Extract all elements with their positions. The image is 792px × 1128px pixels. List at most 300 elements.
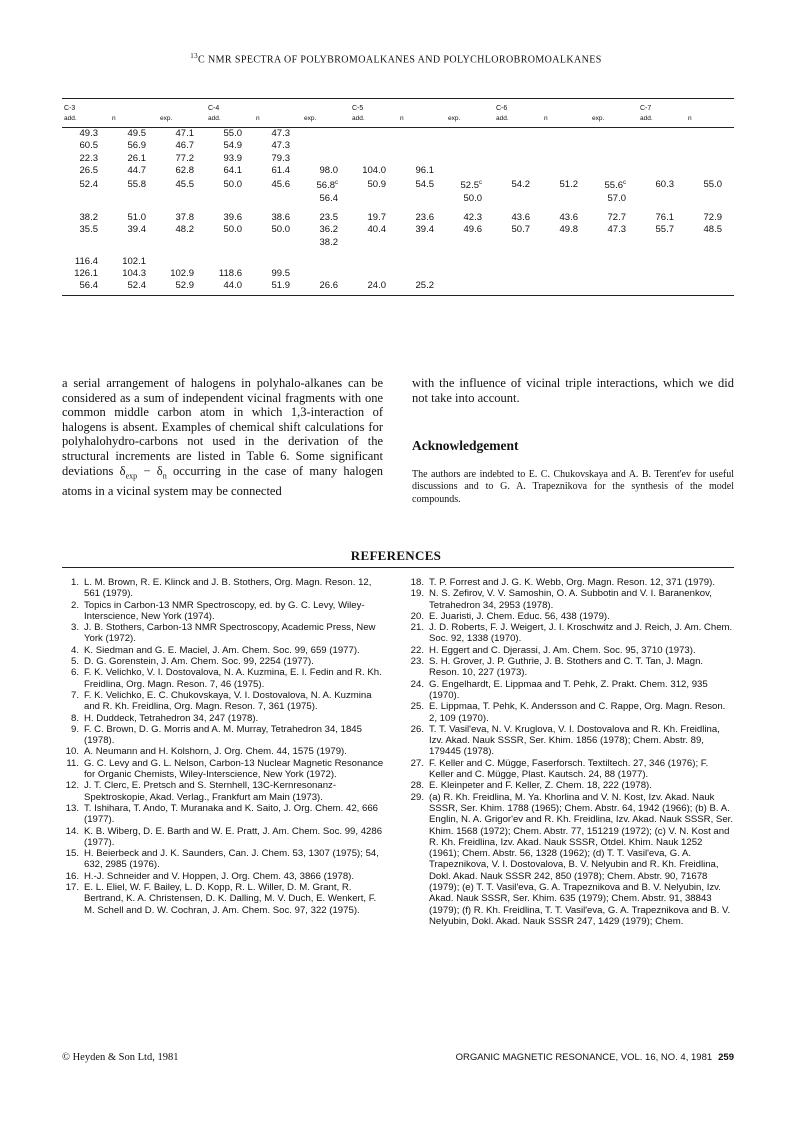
table-cell: 50.7 <box>511 224 530 236</box>
table-cell: 118.6 <box>218 268 242 280</box>
reference-text: (a) R. Kh. Freidlina, M. Ya. Khorlina and V. N. Kost, Izv. Akad. Nauk SSSR, Ser. Khim. 1788 (1965); Chem. Abstr. 64, 1942 (1966); (b) B. A. Englin, N. A. Grigor'ev and R. Kh. Freidlina, Izv. Akad. Nauk SSSR, Ser. Khim. 1568 (1972); Chem. Abstr. 77, 151219 (1972); (c) V. N. Kost and R. Kh. Freidlina, Izv. Akad. Nauk SSSR, Otdel. Khim. Nauk 1252 (1961); Chem. Abstr. 56, 1328 (1962); (d) T. T. Vasil'eva, G. A. Trapeznikova, V. I. Dostovalova, B. V. Nelyubin and R. Kh. Freidlina, Dokl. Akad. Nauk SSSR 242, 850 (1978); Chem. Abstr. 90, 71678 (1979); (e) T. T. Vasil'eva, G. A. Trapeznikova and B. V. Nelyubin, Izv. Akad. Nauk SSSR, Ser. Khim. 635 (1979); Chem. Abstr. 91, 38843 (1979); (f) R. Kh. Freidlina, T. T. Vasil'eva, G. A. Trapeznikova and B. V. Nelyubin, Dokl. Akad. Nauk SSSR 247, 1429 (1979); Chem. <box>429 791 733 927</box>
reference-item <box>62 645 389 656</box>
reference-item <box>407 577 734 588</box>
table-cell <box>206 249 254 256</box>
reference-text: E. Kleinpeter and F. Keller, Z. Chem. 18, 222 (1978). <box>429 780 652 792</box>
table-cell <box>62 237 110 249</box>
table-cell <box>590 140 638 152</box>
table-row <box>62 193 734 205</box>
table-cell <box>590 280 638 295</box>
table-cell <box>446 205 494 212</box>
table-cell <box>158 205 206 212</box>
reference-text: E. Lippmaa, T. Pehk, K. Andersson and C. Rappe, Org. Magn. Reson. 2, 109 (1970). <box>429 701 726 724</box>
reference-item <box>407 645 734 656</box>
table-cell: 47.3 <box>271 128 290 139</box>
table-cell: 60.3 <box>655 178 674 190</box>
table-cell <box>206 237 254 249</box>
table-group-header <box>446 99 494 114</box>
table-cell <box>542 268 590 280</box>
table-cell <box>302 249 350 256</box>
reference-text: N. S. Zefirov, V. V. Samoshin, O. A. Subbotin and V. I. Baranenkov, Tetrahedron 34, 2953 (1978). <box>429 588 712 611</box>
table-cell <box>590 205 638 212</box>
reference-number: 6. <box>70 667 79 679</box>
table-cell <box>302 177 350 192</box>
table-cell <box>494 165 542 177</box>
table-cell: 79.3 <box>271 152 290 164</box>
table-cell <box>398 256 446 268</box>
table-cell <box>398 128 446 141</box>
footnote-marker: c <box>335 180 338 187</box>
table-subheader: n <box>398 113 446 128</box>
table-subheader: add. <box>638 113 686 128</box>
table-cell <box>398 153 446 165</box>
table-cell: 51.2 <box>559 178 578 190</box>
table-cell <box>302 256 350 268</box>
table-cell: 52.4 <box>110 280 158 295</box>
table-cell <box>206 256 254 268</box>
table-cell <box>62 249 110 256</box>
table-group-header: C-5 <box>350 99 398 114</box>
nmr-shift-table <box>62 98 734 296</box>
table-subheader: exp. <box>302 113 350 128</box>
cell-value: 56.8 <box>316 180 335 192</box>
table-cell: 45.5 <box>175 178 194 190</box>
reference-text: G. C. Levy and G. L. Nelson, Carbon-13 Nuclear Magnetic Resonance for Organic Chemists, Wiley-Interscience, New York (1972). <box>84 757 384 781</box>
table-cell <box>638 205 686 212</box>
reference-number: 14. <box>65 825 79 837</box>
table-cell: 37.8 <box>175 211 194 223</box>
table-cell: 102.1 <box>122 255 146 267</box>
table-cell: 51.9 <box>254 280 302 295</box>
table-cell <box>446 256 494 268</box>
table-cell <box>542 140 590 152</box>
table-cell <box>542 165 590 177</box>
table-cell <box>590 177 638 192</box>
references-right-column <box>407 577 734 927</box>
reference-item <box>62 871 389 882</box>
table-cell <box>398 205 446 212</box>
reference-text: H. Beierbeck and J. K. Saunders, Can. J. Chem. 53, 1307 (1975); 54, 632, 2985 (1976). <box>84 848 379 871</box>
table-cell: 47.3 <box>271 140 290 152</box>
table-cell <box>110 205 158 212</box>
table-cell <box>254 256 302 268</box>
table-cell <box>590 268 638 280</box>
reference-text: G. Engelhardt, E. Lippmaa and T. Pehk, Z. Prakt. Chem. 312, 935 (1970). <box>429 678 708 701</box>
reference-number: 24. <box>410 678 424 690</box>
table-cell <box>590 165 638 177</box>
table-cell: 44.0 <box>206 280 254 295</box>
table-cell: 126.1 <box>74 268 98 280</box>
table-cell <box>254 249 302 256</box>
table-cell: 26.1 <box>127 152 146 164</box>
reference-text: H. Duddeck, Tetrahedron 34, 247 (1978). <box>84 712 259 724</box>
table-cell <box>398 268 446 280</box>
table-cell: 72.9 <box>703 211 722 223</box>
table-cell: 49.5 <box>127 128 146 139</box>
reference-number: 15. <box>65 848 79 860</box>
reference-item <box>407 588 734 611</box>
table-cell: 116.4 <box>74 255 98 267</box>
table-group-header: C-6 <box>494 99 542 114</box>
table-cell <box>110 237 158 249</box>
reference-item <box>62 848 389 871</box>
references-heading: REFERENCES <box>350 548 442 563</box>
table-cell <box>398 193 446 205</box>
table-cell: 39.4 <box>127 224 146 236</box>
reference-item <box>407 656 734 679</box>
table-cell <box>446 280 494 295</box>
page-number: 259 <box>718 1052 734 1063</box>
reference-text: E. L. Eliel, W. F. Bailey, L. D. Kopp, R. L. Willer, D. M. Grant, R. Bertrand, K. A. Christensen, D. K. Dalling, M. V. Duch, E. Wenkert, F. M. Schell and D. W. Cochran, J. Am. Chem. Soc. 97, 322 (1975). <box>84 882 377 916</box>
table-group-header-row <box>62 99 734 114</box>
table-cell: 50.0 <box>223 224 242 236</box>
reference-item <box>407 792 734 928</box>
footnote-marker: c <box>623 180 626 187</box>
table-cell <box>206 205 254 212</box>
footer-journal <box>456 1052 734 1063</box>
table-cell <box>302 128 350 141</box>
table-subheader: exp. <box>446 113 494 128</box>
table-group-header <box>398 99 446 114</box>
table-cell: 64.1 <box>223 164 242 176</box>
running-head-text: C NMR SPECTRA OF POLYBROMOALKANES AND POLYCHLOROBROMOALKANES <box>198 54 602 66</box>
table-group-header: C-4 <box>206 99 254 114</box>
table-cell: 40.4 <box>367 224 386 236</box>
table-group-header <box>590 99 638 114</box>
table-row <box>62 249 734 256</box>
reference-item <box>407 758 734 781</box>
table-group-header <box>158 99 206 114</box>
footer-copyright: © Heyden & Son Ltd, 1981 <box>62 1052 179 1063</box>
table-subheader: n <box>254 113 302 128</box>
reference-number: 9. <box>70 723 79 735</box>
table-group-header: C-3 <box>62 99 110 114</box>
table-cell: 49.6 <box>463 224 482 236</box>
table-cell <box>302 268 350 280</box>
table-cell <box>638 128 686 141</box>
table-cell <box>350 153 398 165</box>
table-cell <box>494 249 542 256</box>
reference-number: 25. <box>410 701 424 713</box>
table-row <box>62 177 734 192</box>
table-group-header <box>254 99 302 114</box>
right-paragraph: with the influence of vicinal triple interactions, which we did not take into account. <box>412 376 734 405</box>
table-cell: 99.5 <box>271 268 290 280</box>
reference-item <box>407 679 734 702</box>
table-cell: 55.7 <box>655 224 674 236</box>
table-body <box>62 128 734 296</box>
table-cell <box>254 237 302 249</box>
footnote-marker: c <box>479 180 482 187</box>
table-row <box>62 165 734 177</box>
reference-item <box>62 882 389 916</box>
reference-item <box>62 724 389 747</box>
reference-item <box>62 713 389 724</box>
reference-number: 1. <box>70 577 79 588</box>
table-subheader: exp. <box>158 113 206 128</box>
table-cell <box>158 237 206 249</box>
table-cell <box>254 205 302 212</box>
table-cell <box>638 249 686 256</box>
table-cell: 39.4 <box>415 224 434 236</box>
table-cell <box>62 193 110 205</box>
reference-number: 10. <box>65 746 79 758</box>
table-cell: 60.5 <box>79 140 98 152</box>
reference-item <box>407 622 734 645</box>
table-cell <box>494 153 542 165</box>
table-subheader: exp. <box>590 113 638 128</box>
table-group-header: C-7 <box>638 99 686 114</box>
reference-text: H.-J. Schneider and V. Hoppen, J. Org. Chem. 43, 3866 (1978). <box>84 870 355 882</box>
reference-item <box>62 656 389 667</box>
table-cell <box>590 153 638 165</box>
table-cell <box>686 280 734 295</box>
reference-text: T. Ishihara, T. Ando, T. Muranaka and K. Saito, J. Org. Chem. 42, 666 (1977). <box>84 802 379 826</box>
table-cell <box>638 280 686 295</box>
table-cell: 19.7 <box>367 211 386 223</box>
table-cell: 44.7 <box>127 164 146 176</box>
table-group-header <box>110 99 158 114</box>
table-row <box>62 237 734 249</box>
table-cell <box>254 193 302 205</box>
reference-text: F. K. Velichko, E. C. Chukovskaya, V. I. Dostovalova, N. A. Kuzmina and R. Kh. Freidlina, Org. Magn. Reson. 7, 361 (1975). <box>84 689 372 713</box>
table-cell <box>638 256 686 268</box>
table-cell <box>686 268 734 280</box>
table-cell <box>542 237 590 249</box>
table-cell: 35.5 <box>79 224 98 236</box>
table-row <box>62 256 734 268</box>
table-cell: 61.4 <box>271 164 290 176</box>
reference-number: 29. <box>410 791 424 803</box>
reference-item <box>62 622 389 645</box>
delta-subscript: n <box>162 471 167 481</box>
table-cell <box>494 140 542 152</box>
table-cell <box>302 205 350 212</box>
references-left-column <box>62 577 389 916</box>
reference-number: 13. <box>65 802 79 814</box>
table-subheader: add. <box>494 113 542 128</box>
table-cell <box>350 205 398 212</box>
table-cell <box>398 140 446 152</box>
table-cell: 42.3 <box>463 211 482 223</box>
table-cell: 51.0 <box>127 211 146 223</box>
reference-text: T. P. Forrest and J. G. K. Webb, Org. Magn. Reson. 12, 371 (1979). <box>429 577 715 588</box>
table-cell: 55.0 <box>223 128 242 139</box>
table-cell: 104.0 <box>362 164 386 176</box>
reference-number: 27. <box>410 757 424 769</box>
table-cell: 56.4 <box>319 192 338 204</box>
table-cell: 54.9 <box>223 140 242 152</box>
reference-text: F. C. Brown, D. G. Morris and A. M. Murray, Tetrahedron 34, 1845 (1978). <box>84 723 362 747</box>
table-cell: 48.2 <box>175 224 194 236</box>
reference-number: 5. <box>70 656 79 668</box>
reference-number: 21. <box>410 622 424 634</box>
table-subheader: add. <box>206 113 254 128</box>
reference-text: H. Eggert and C. Djerassi, J. Am. Chem. Soc. 95, 3710 (1973). <box>429 644 696 656</box>
left-paragraph: a serial arrangement of halogens in polyhalo-alkanes can be considered as a sum of independent vicinal fragments with one common middle carbon atom in which 1,3-interaction of halogens is absent. Examples of chemical shift calculations for polyhalohydro-carbons not used in the derivation of the structural increments are listed in Table 6. Some significant deviations $\delta_{exp} - \delta_n$ occurring in the case of many halogen atoms in a vicinal system may be connected <box>62 376 383 498</box>
reference-number: 22. <box>410 644 424 656</box>
table-group-header <box>686 99 734 114</box>
table-cell: 76.1 <box>655 211 674 223</box>
table-cell: 45.6 <box>271 178 290 190</box>
reference-item <box>407 611 734 622</box>
table-cell: 56.4 <box>62 280 110 295</box>
table-cell <box>638 237 686 249</box>
table-cell <box>494 237 542 249</box>
table-cell: 23.6 <box>415 211 434 223</box>
table-cell: 52.9 <box>158 280 206 295</box>
table-cell <box>158 249 206 256</box>
table-cell: 25.2 <box>398 280 446 295</box>
reference-text: J. B. Stothers, Carbon-13 NMR Spectroscopy, Academic Press, New York (1972). <box>84 622 376 645</box>
reference-item <box>62 758 389 781</box>
table-cell: 38.6 <box>271 211 290 223</box>
table-cell: 54.5 <box>415 178 434 190</box>
table-cell <box>494 268 542 280</box>
reference-number: 23. <box>410 656 424 668</box>
table-cell: 47.1 <box>175 128 194 139</box>
table-cell <box>398 237 446 249</box>
table-cell: 49.3 <box>79 128 98 139</box>
table-row <box>62 224 734 236</box>
table-cell <box>590 128 638 141</box>
table-row <box>62 140 734 152</box>
reference-number: 28. <box>410 780 424 792</box>
table-cell <box>542 280 590 295</box>
table-row <box>62 268 734 280</box>
table-cell <box>686 153 734 165</box>
table-cell <box>350 140 398 152</box>
table-row <box>62 153 734 165</box>
table-cell: 50.0 <box>223 178 242 190</box>
table-cell <box>638 153 686 165</box>
table-cell <box>110 249 158 256</box>
table-cell <box>686 165 734 177</box>
table-row <box>62 212 734 224</box>
table-cell: 39.6 <box>223 211 242 223</box>
table-subheader: add. <box>62 113 110 128</box>
table-cell <box>350 249 398 256</box>
table-cell <box>686 193 734 205</box>
reference-item <box>407 780 734 791</box>
table-cell <box>686 256 734 268</box>
acknowledgement-text: The authors are indebted to E. C. Chukovskaya and A. B. Terent'ev for useful discussions and to G. A. Trapeznikova for the synthesis of the model compounds. <box>412 469 734 505</box>
table-cell <box>350 256 398 268</box>
table-cell <box>542 128 590 141</box>
table-row <box>62 205 734 212</box>
reference-text: T. T. Vasil'eva, N. V. Kruglova, V. I. Dostovalova and R. Kh. Freidlina, Izv. Akad. Nauk SSSR, Ser. Khim. 1856 (1978); Chem. Abstr. 89, 179445 (1978). <box>429 723 720 758</box>
table-cell: 55.8 <box>127 178 146 190</box>
table-subheader: n <box>110 113 158 128</box>
reference-text: Topics in Carbon-13 NMR Spectroscopy, ed. by G. C. Levy, Wiley-Interscience, New York (1974). <box>84 599 365 622</box>
references-rule <box>62 567 734 568</box>
reference-text: L. M. Brown, R. E. Klinck and J. B. Stothers, Org. Magn. Reson. 12, 561 (1979). <box>84 577 372 600</box>
table-cell: 72.7 <box>607 211 626 223</box>
table-cell: 26.6 <box>302 280 350 295</box>
table-cell <box>638 165 686 177</box>
table-cell <box>158 193 206 205</box>
reference-item <box>62 600 389 623</box>
reference-number: 7. <box>70 689 79 701</box>
reference-number: 11. <box>66 757 79 769</box>
table-cell <box>446 128 494 141</box>
table-cell: 54.2 <box>511 178 530 190</box>
table-row <box>62 280 734 295</box>
table-cell <box>686 249 734 256</box>
table-cell <box>350 268 398 280</box>
reference-number: 12. <box>65 780 79 792</box>
table-cell: 22.3 <box>79 152 98 164</box>
table-cell: 38.2 <box>319 236 338 248</box>
table-cell <box>590 237 638 249</box>
table-subheader: n <box>542 113 590 128</box>
reference-text: E. Juaristi, J. Chem. Educ. 56, 438 (1979). <box>429 610 610 622</box>
reference-number: 2. <box>70 599 79 611</box>
running-head <box>0 52 792 65</box>
table-cell <box>302 153 350 165</box>
delta-subscript: exp <box>125 471 138 481</box>
table-cell <box>350 237 398 249</box>
footer-journal-name: ORGANIC MAGNETIC RESONANCE, VOL. 16, NO. 4, 1981 <box>455 1052 713 1063</box>
table-cell: 23.5 <box>319 211 338 223</box>
reference-text: S. H. Grover, J. P. Guthrie, J. B. Stothers and C. T. Tan, J. Magn. Reson. 10, 227 (1973). <box>429 656 704 679</box>
table-cell: 43.6 <box>511 211 530 223</box>
table-cell <box>542 256 590 268</box>
table-cell: 24.0 <box>350 280 398 295</box>
table-cell: 56.9 <box>127 140 146 152</box>
table-cell: 49.8 <box>559 224 578 236</box>
reference-item <box>62 826 389 849</box>
table-cell <box>542 205 590 212</box>
reference-text: D. G. Gorenstein, J. Am. Chem. Soc. 99, 2254 (1977). <box>84 656 314 668</box>
table-cell <box>494 205 542 212</box>
table-group-header <box>542 99 590 114</box>
table-cell: 96.1 <box>415 164 434 176</box>
table-cell: 98.0 <box>319 164 338 176</box>
reference-text: K. Siedman and G. E. Maciel, J. Am. Chem. Soc. 99, 659 (1977). <box>84 644 360 656</box>
reference-text: K. B. Wiberg, D. E. Barth and W. E. Pratt, J. Am. Chem. Soc. 99, 4286 (1977). <box>84 825 383 848</box>
table-group-header <box>302 99 350 114</box>
table-cell <box>446 249 494 256</box>
table-cell <box>542 153 590 165</box>
table-cell: 46.7 <box>175 140 194 152</box>
table-cell <box>110 193 158 205</box>
table-row <box>62 128 734 141</box>
table-cell <box>686 205 734 212</box>
table-cell <box>494 256 542 268</box>
running-head-superscript: 13 <box>190 52 199 60</box>
table-cell <box>350 193 398 205</box>
table-cell: 102.9 <box>170 268 194 280</box>
table-cell: 50.9 <box>367 178 386 190</box>
reference-number: 19. <box>410 588 424 600</box>
table-cell: 47.3 <box>607 224 626 236</box>
cell-value: 55.6 <box>604 180 623 192</box>
table-cell <box>638 193 686 205</box>
table-cell <box>446 177 494 192</box>
reference-item <box>62 803 389 826</box>
cell-value: 52.5 <box>460 180 479 192</box>
table-cell: 55.0 <box>703 178 722 190</box>
table-cell <box>206 193 254 205</box>
reference-item <box>62 780 389 803</box>
table-cell <box>446 153 494 165</box>
reference-number: 16. <box>65 870 79 882</box>
reference-number: 18. <box>410 577 424 588</box>
table-cell <box>542 193 590 205</box>
table-cell: 93.9 <box>223 152 242 164</box>
table-cell <box>686 237 734 249</box>
